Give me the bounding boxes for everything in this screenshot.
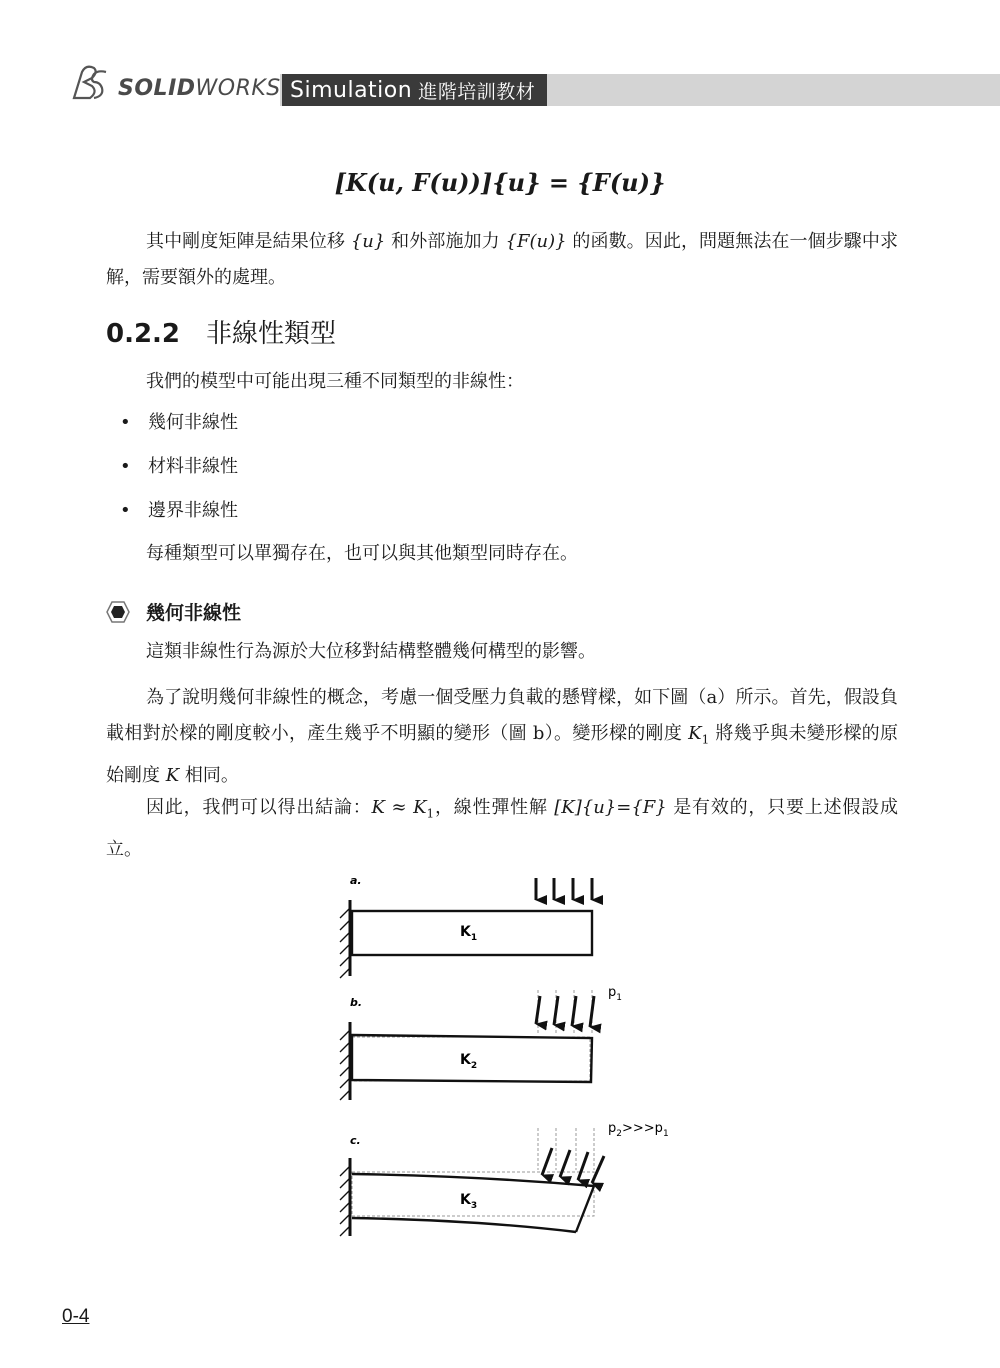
hexagon-bullet-icon [106, 601, 130, 623]
paragraph-geometric: 這類非線性行為源於大位移對結構整體幾何構型的影響。 [146, 641, 596, 662]
figure-panel-c [340, 1121, 669, 1236]
paragraph-cantilever: 為了說明幾何非線性的概念，考慮一個受壓力負載的懸臂樑，如下圖（a）所示。首先，假設負載相對於樑的剛度較小，產生幾乎不明顯的變形（圖 b）。變形樑的剛度 $K_1$ 將幾乎與未變形樑的原始剛度 K 相同。 [106, 687, 898, 786]
list-item: • 材料非線性 [120, 456, 238, 477]
logo-wordmark: SOLIDWORKS [118, 76, 281, 101]
svg-text:p2>>>p1: $p_2>>>p_1$ [608, 1121, 669, 1139]
stiffness-formula: [K(u, F(u))]{u} = {F(u)} [334, 168, 666, 197]
cantilever-figure [336, 868, 676, 1248]
list-item: • 邊界非線性 [120, 500, 238, 521]
load-label: p [608, 1121, 617, 1136]
section-heading [106, 313, 336, 350]
panel-tag: b. [350, 996, 363, 1009]
section-number: 0.2.2 [106, 319, 181, 349]
page-number: 0-4 [62, 1306, 90, 1327]
load-label: p [608, 985, 617, 1000]
figure-panel-b [340, 985, 622, 1100]
subheading: 幾何非線性 [106, 598, 241, 625]
ds-logo-icon [64, 58, 114, 108]
panel-tag: c. [350, 1134, 361, 1147]
paragraph-after-bullets: 每種類型可以單獨存在，也可以與其他類型同時存在。 [146, 543, 578, 564]
page-header [0, 0, 1000, 120]
figure-panel-a [340, 874, 592, 978]
header-title-en: Simulation [290, 77, 413, 103]
stiffness-label: K [460, 1192, 471, 1208]
paragraph-intro: 我們的模型中可能出現三種不同類型的非線性： [146, 371, 524, 392]
header-title-zh: 進階培訓教材 [418, 80, 536, 103]
svg-text:K2: $K_2$ [460, 1052, 478, 1071]
panel-tag: a. [350, 874, 362, 887]
stiffness-label: K [460, 1052, 471, 1068]
list-item: • 幾何非線性 [120, 412, 238, 433]
svg-text:K3: $K_3$ [460, 1192, 478, 1211]
paragraph-stiffness: 其中剛度矩陣是結果位移 {u} 和外部施加力 {F(u)} 的函數。因此，問題無法在一個步驟中求解，需要額外的處理。 [106, 231, 898, 288]
svg-text:p1: $p_1$ [608, 985, 622, 1003]
header-title [282, 74, 547, 106]
section-title: 非線性類型 [206, 319, 337, 349]
stiffness-label: K [460, 924, 471, 940]
paragraph-conclusion: 因此，我們可以得出結論：$K \approx K_1$，線性彈性解 [K]{u}={F} 是有效的，只要上述假設成立。 [106, 797, 898, 860]
svg-text:K1: $K_1$ [460, 924, 478, 943]
